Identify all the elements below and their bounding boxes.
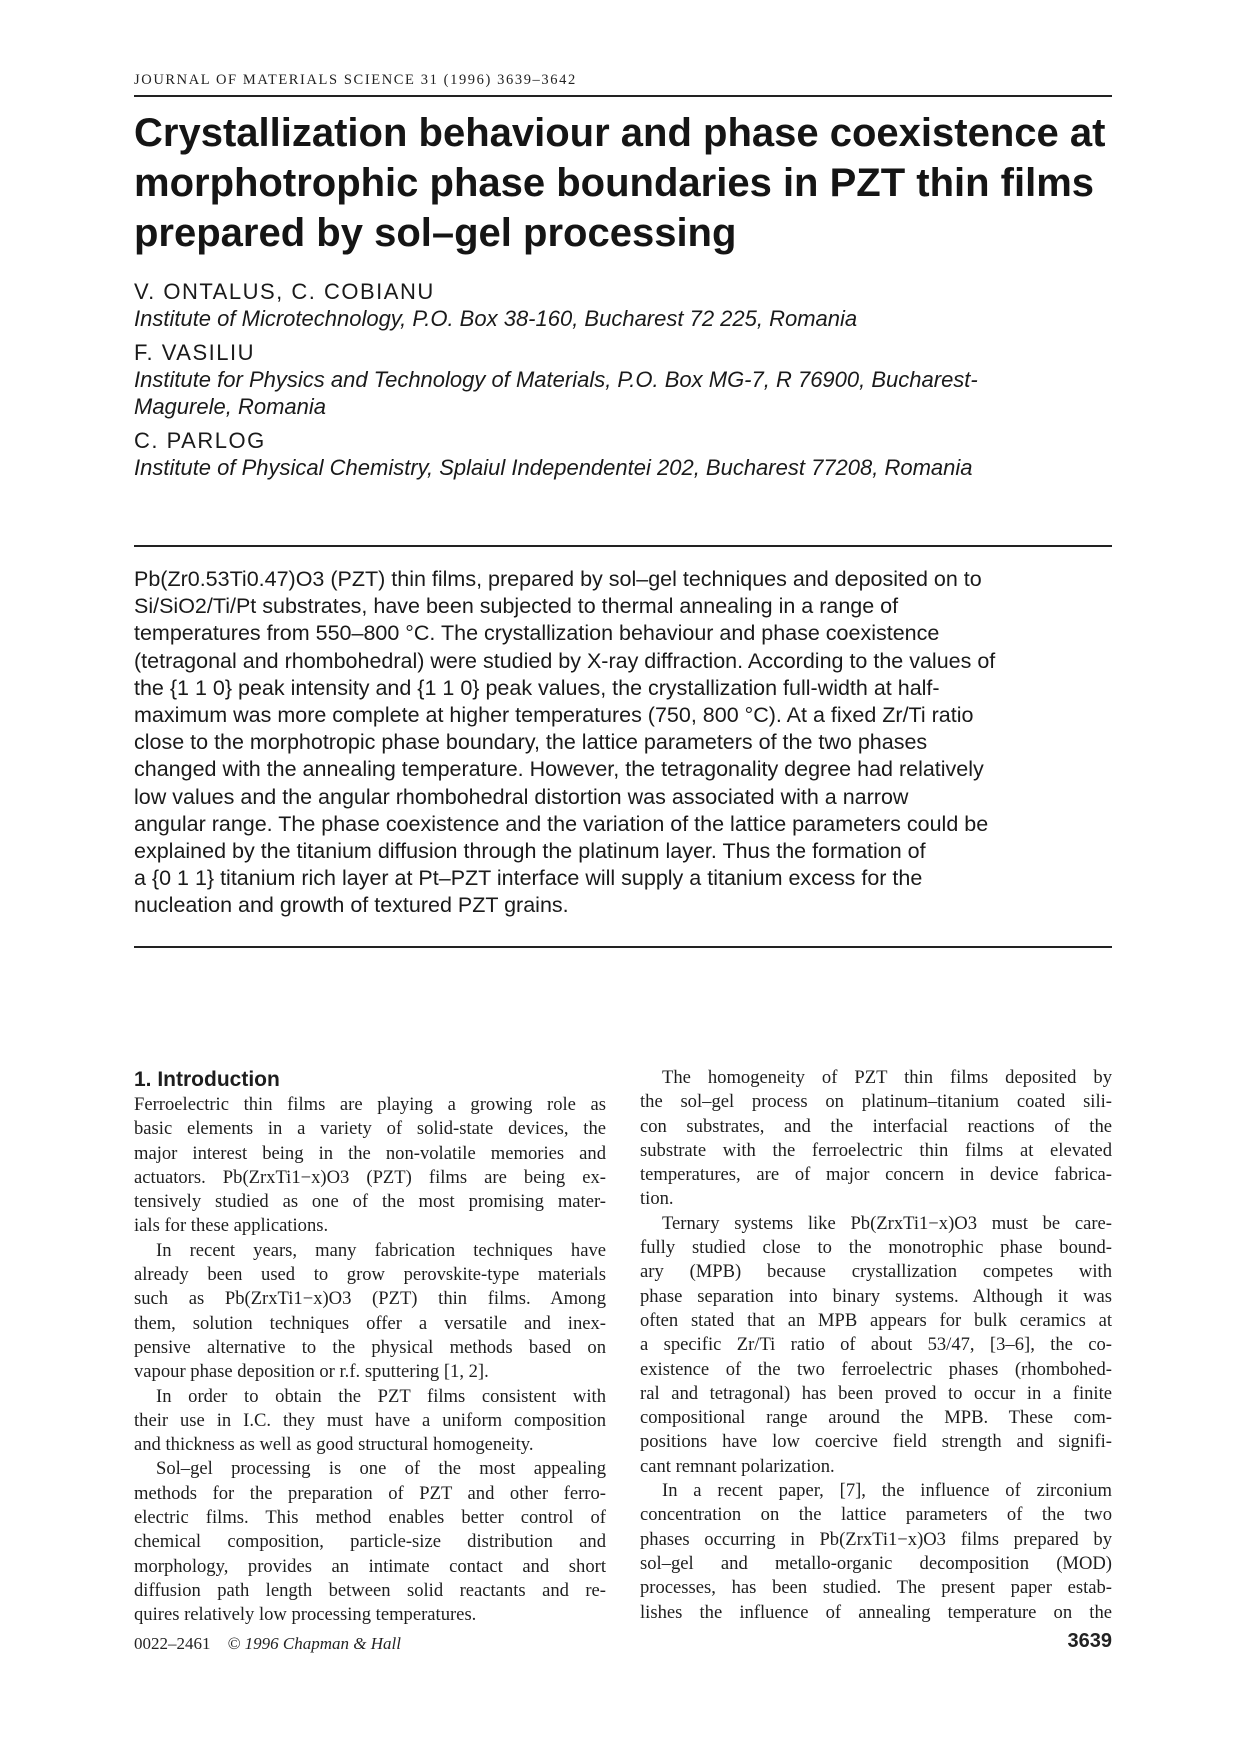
text-line: lishes the influence of annealing temperature on the	[640, 1601, 1112, 1623]
text-line: substrate with the ferroelectric thin films at elevated	[640, 1139, 1112, 1161]
abstract-line: explained by the titanium diffusion through the platinum layer. Thus the formation of	[134, 839, 926, 864]
text-line: ral and tetragonal) has been proved to occur in a finite	[640, 1382, 1112, 1404]
text-line: temperatures, are of major concern in device fabrica-	[640, 1164, 1112, 1186]
text-line: positions have low coercive field strength and signifi-	[640, 1431, 1112, 1453]
text-line: major interest being in the non-volatile memories and	[134, 1142, 606, 1164]
text-line: and thickness as well as good structural homogeneity.	[134, 1434, 534, 1456]
page-number: 3639	[1067, 1630, 1112, 1652]
text-line: diffusion path length between solid reactants and re-	[134, 1579, 606, 1601]
author-name: V. ONTALUS, C. COBIANU	[134, 279, 435, 304]
abstract-line: changed with the annealing temperature. However, the tetragonality degree had relatively	[134, 757, 984, 782]
text-line: electric films. This method enables better control of	[134, 1507, 606, 1529]
abstract-line: Si/SiO2/Ti/Pt substrates, have been subjected to thermal annealing in a range of	[134, 594, 899, 619]
text-line: basic elements in a variety of solid-state devices, the	[134, 1118, 606, 1140]
journal-header: JOURNAL OF MATERIALS SCIENCE 31 (1996) 3639–3642	[134, 72, 577, 88]
author-affiliation: Magurele, Romania	[134, 394, 326, 419]
section-heading: 1. Introduction	[134, 1068, 280, 1091]
text-line: their use in I.C. they must have a uniform composition	[134, 1409, 606, 1431]
text-line: tion.	[640, 1188, 674, 1210]
right-column	[640, 1066, 1112, 1625]
author-affiliation: Institute for Physics and Technology of Materials, P.O. Box MG-7, R 76900, Bucharest-	[134, 367, 978, 392]
text-line: Ternary systems like Pb(ZrxTi1−x)O3 must be care-	[662, 1212, 1112, 1234]
text-line: Sol–gel processing is one of the most appealing	[156, 1458, 606, 1480]
text-line: tensively studied as one of the most promising mater-	[134, 1191, 606, 1213]
header-rule	[134, 95, 1112, 97]
abstract-line: temperatures from 550–800 °C. The crystallization behaviour and phase coexistence	[134, 621, 940, 646]
title-line: morphotrophic phase boundaries in PZT thin films	[134, 161, 1095, 205]
title-line: prepared by sol–gel processing	[134, 211, 737, 255]
right-column-body	[640, 1066, 1112, 1625]
text-line: processes, has been studied. The present paper estab-	[640, 1577, 1112, 1599]
text-line: phases occurring in Pb(ZrxTi1−x)O3 films prepared by	[640, 1528, 1112, 1550]
author-affiliation: Institute of Physical Chemistry, Splaiul Independentei 202, Bucharest 77208, Romania	[134, 455, 973, 480]
abstract-line: the {1 1 0} peak intensity and {1 1 0} peak values, the crystallization full-width at half-	[134, 675, 940, 700]
text-line: In order to obtain the PZT films consistent with	[156, 1385, 606, 1407]
author-block	[134, 278, 1124, 332]
text-line: In recent years, many fabrication techniques have	[156, 1239, 606, 1261]
abstract-line: angular range. The phase coexistence and the variation of the lattice parameters could be	[134, 811, 989, 836]
text-line: concentration on the lattice parameters of the two	[640, 1504, 1112, 1526]
abstract-rule-top	[134, 545, 1112, 547]
author-list	[134, 278, 1124, 488]
abstract-line: (tetragonal and rhombohedral) were studied by X-ray diffraction. According to the values of	[134, 648, 996, 673]
author-name: C. PARLOG	[134, 428, 266, 453]
text-line: quires relatively low processing temperatures.	[134, 1604, 477, 1626]
abstract-line: maximum was more complete at higher temperatures (750, 800 °C). At a fixed Zr/Ti ratio	[134, 703, 974, 728]
abstract-line: low values and the angular rhombohedral distortion was associated with a narrow	[134, 784, 909, 809]
abstract-line: close to the morphotropic phase boundary, the lattice parameters of the two phases	[134, 730, 928, 755]
text-line: pensive alternative to the physical methods based on	[134, 1336, 606, 1358]
text-line: them, solution techniques offer a versatile and inex-	[134, 1312, 606, 1334]
left-column-body	[134, 1093, 606, 1628]
text-line: ary (MPB) because crystallization competes with	[640, 1261, 1112, 1283]
left-column	[134, 1066, 606, 1628]
abstract-line: Pb(Zr0.53Ti0.47)O3 (PZT) thin films, prepared by sol–gel techniques and deposited on to	[134, 567, 982, 591]
copyright: © 1996 Chapman & Hall	[227, 1634, 401, 1653]
footer-issn-copyright	[134, 1634, 401, 1654]
abstract-line: nucleation and growth of textured PZT grains.	[134, 893, 569, 918]
title-line: Crystallization behaviour and phase coexistence at	[134, 111, 1106, 155]
text-line: already been used to grow perovskite-type materials	[134, 1264, 606, 1286]
text-line: phase separation into binary systems. Although it was	[640, 1285, 1112, 1307]
paper-title	[134, 108, 1134, 258]
text-line: sol–gel and metallo-organic decomposition (MOD)	[640, 1552, 1112, 1574]
text-line: The homogeneity of PZT thin films deposited by	[662, 1067, 1112, 1088]
author-block	[134, 339, 1124, 420]
text-line: cant remnant polarization.	[640, 1455, 835, 1477]
text-line: chemical composition, particle-size distribution and	[134, 1531, 606, 1553]
text-line: con substrates, and the interfacial reactions of the	[640, 1115, 1112, 1137]
text-line: methods for the preparation of PZT and other ferro-	[134, 1482, 606, 1504]
text-line: In a recent paper, [7], the influence of zirconium	[662, 1480, 1112, 1502]
abstract	[134, 566, 1124, 920]
text-line: morphology, provides an intimate contact and short	[134, 1555, 606, 1577]
abstract-line: a {0 1 1} titanium rich layer at Pt–PZT interface will supply a titanium excess for the	[134, 866, 923, 891]
text-line: vapour phase deposition or r.f. sputtering [1, 2].	[134, 1361, 489, 1383]
author-affiliation: Institute of Microtechnology, P.O. Box 38-160, Bucharest 72 225, Romania	[134, 306, 858, 331]
author-name: F. VASILIU	[134, 340, 255, 365]
text-line: compositional range around the MPB. These com-	[640, 1407, 1112, 1429]
text-line: a specific Zr/Ti ratio of about 53/47, [3–6], the co-	[640, 1334, 1112, 1356]
text-line: Ferroelectric thin films are playing a growing role as	[134, 1094, 606, 1115]
text-line: actuators. Pb(ZrxTi1−x)O3 (PZT) films are being ex-	[134, 1166, 606, 1188]
text-line: fully studied close to the monotrophic phase bound-	[640, 1237, 1112, 1259]
issn: 0022–2461	[134, 1634, 211, 1653]
abstract-rule-bottom	[134, 946, 1112, 948]
author-block	[134, 427, 1124, 481]
text-line: ials for these applications.	[134, 1215, 329, 1237]
text-line: existence of the two ferroelectric phases (rhombohed-	[640, 1358, 1112, 1380]
text-line: such as Pb(ZrxTi1−x)O3 (PZT) thin films. Among	[134, 1288, 606, 1310]
text-line: often stated that an MPB appears for bulk ceramics at	[640, 1309, 1112, 1331]
text-line: the sol–gel process on platinum–titanium coated sili-	[640, 1091, 1112, 1113]
